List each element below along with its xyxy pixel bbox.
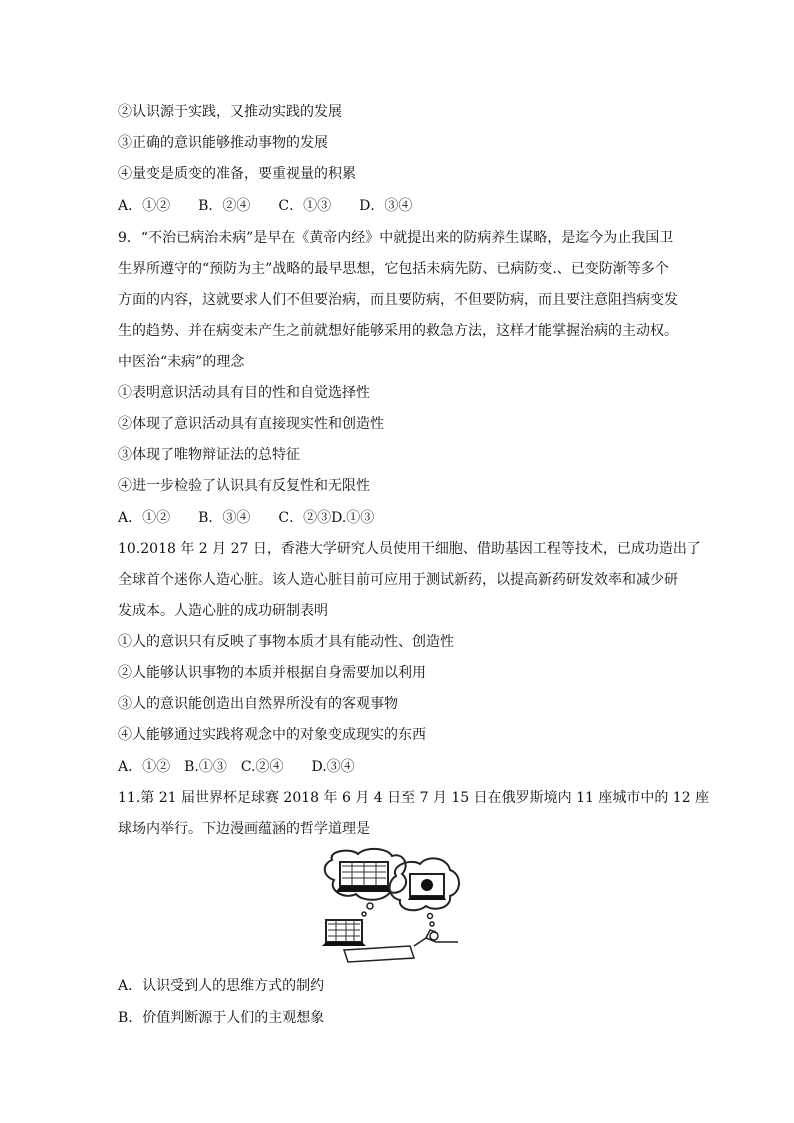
q8-option-2: ②认识源于实践，又推动实践的发展 — [118, 104, 342, 120]
q9-stem-line-4: 生的趋势、并在病变未产生之前就想好能够采用的救急方法，这样才能掌握治病的主动权。 — [118, 323, 678, 339]
q8-option-4: ④量变是质变的准备，要重视量的积累 — [118, 166, 356, 182]
q10-answers: A．①② B.①③ C.②④ D.③④ — [118, 759, 355, 775]
q11-option-b: B．价值判断源于人们的主观想象 — [118, 1010, 325, 1026]
q9-option-1: ①表明意识活动具有目的性和自觉选择性 — [118, 385, 370, 401]
q11-stem-line-1: 11.第 21 届世界杯足球赛 2018 年 6 月 4 日至 7 月 15 日在俄罗斯境内 11 座城市中的 12 座 — [118, 790, 710, 806]
q10-option-3: ③人的意识能创造出自然界所没有的客观事物 — [118, 696, 398, 712]
q10-option-1: ①人的意识只有反映了事物本质才具有能动性、创造性 — [118, 634, 454, 650]
q10-option-4: ④人能够通过实践将观念中的对象变成现实的东西 — [118, 727, 426, 743]
q9-stem-line-1: 9．“不治已病治未病”是早在《黄帝内经》中就提出来的防病养生谋略，是迄今为止我国卫 — [118, 230, 674, 246]
q10-stem-line-2: 全球首个迷你人造心脏。该人造心脏目前可应用于测试新药，以提高新药研发效率和减少研 — [118, 572, 678, 588]
goal-left-ground — [326, 920, 362, 942]
q9-option-4: ④进一步检验了认识具有反复性和无限性 — [118, 478, 370, 494]
q10-stem-line-3: 发成本。人造心脏的成功研制表明 — [118, 603, 328, 619]
pitch-outline — [344, 946, 414, 962]
q9-option-3: ③体现了唯物辩证法的总特征 — [118, 447, 300, 463]
q9-stem-line-3: 方面的内容，这就要求人们不但要治病，而且要防病，不但要防病，而且要注意阻挡病变发 — [118, 292, 678, 308]
q9-stem-line-5: 中医治“未病”的理念 — [118, 354, 245, 370]
q9-answers: A．①② B．③④ C．②③D.①③ — [118, 510, 375, 526]
q11-option-a: A．认识受到人的思维方式的制约 — [118, 978, 325, 994]
ball-in-goal — [421, 879, 433, 891]
q8-option-3: ③正确的意识能够推动事物的发展 — [118, 135, 328, 151]
q9-option-2: ②体现了意识活动具有直接现实性和创造性 — [118, 416, 384, 432]
q11-stem-line-2: 球场内举行。下边漫画蕴涵的哲学道理是 — [118, 821, 370, 837]
q8-answers: A．①② B．②④ C．①③ D．③④ — [118, 198, 413, 214]
thought-cloud-left — [325, 849, 406, 900]
football-cartoon — [318, 846, 466, 966]
q9-stem-line-2: 生界所遵守的“预防为主”战略的最早思想，它包括未病先防、已病防变.、已变防渐等多个 — [118, 261, 669, 277]
q10-stem-line-1: 10.2018 年 2 月 27 日，香港大学研究人员使用干细胞、借助基因工程等技术，已成功造出了 — [118, 541, 701, 557]
ball-on-ground — [430, 932, 438, 940]
q10-option-2: ②人能够认识事物的本质并根据自身需要加以利用 — [118, 665, 426, 681]
